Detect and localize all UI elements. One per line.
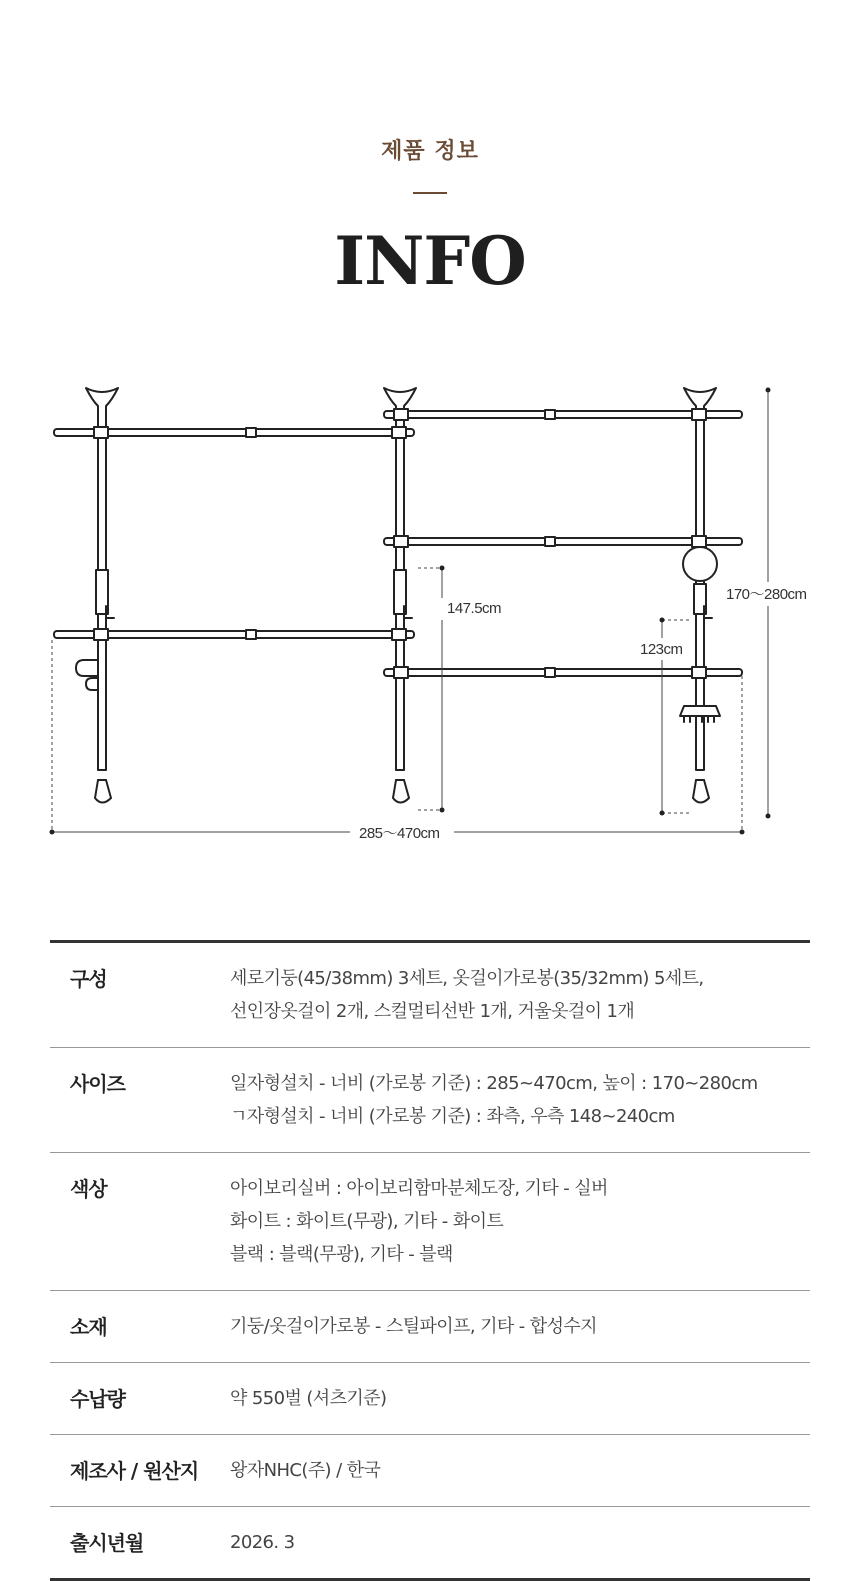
spec-label: 소재: [50, 1291, 230, 1363]
page-title: INFO: [334, 222, 526, 300]
bar-left-bottom: [54, 629, 414, 640]
bar-right-middle: [384, 536, 742, 547]
product-dimension-diagram: [0, 370, 860, 850]
title-divider: [413, 192, 447, 194]
spec-value: 아이보리실버 : 아이보리함마분체도장, 기타 - 실버 화이트 : 화이트(무광), 기타 - 화이트 블랙 : 블랙(무광), 기타 - 블랙: [230, 1153, 810, 1291]
dimension-label-123: 123cm: [640, 641, 683, 658]
spec-label: 사이즈: [50, 1048, 230, 1153]
spec-value: 왕자NHC(주) / 한국: [230, 1435, 810, 1507]
spec-value: 2026. 3: [230, 1532, 295, 1553]
spec-row-release-date: [50, 1507, 810, 1580]
dimension-label-147: 147.5cm: [447, 600, 502, 617]
bar-left-top: [54, 427, 414, 438]
spec-row-manufacturer: [50, 1435, 810, 1507]
spec-value: 일자형설치 - 너비 (가로봉 기준) : 285~470cm, 높이 : 170~280cm ㄱ자형설치 - 너비 (가로봉 기준) : 좌측, 우측 148~240cm: [230, 1048, 810, 1153]
section-subtitle: 제품 정보: [381, 139, 479, 164]
spec-label: 제조사 / 원산지: [50, 1435, 230, 1507]
spec-label: 수납량: [50, 1363, 230, 1435]
spec-row-material: [50, 1291, 810, 1363]
cactus-hanger: [76, 660, 98, 690]
bar-right-top: [384, 409, 742, 420]
spec-table: [50, 940, 810, 1581]
spec-label: 색상: [50, 1153, 230, 1291]
spec-row-size: [50, 1048, 810, 1153]
spec-value: 세로기둥(45/38mm) 3세트, 옷걸이가로봉(35/32mm) 5세트, 선인장옷걸이 2개, 스컬멀티선반 1개, 거울옷걸이 1개: [230, 942, 810, 1048]
bar-right-bottom: [384, 667, 742, 678]
dimension-label-width: 285～470cm: [359, 825, 440, 842]
spec-row-capacity: [50, 1363, 810, 1435]
spec-value: 약 550벌 (셔츠기준): [230, 1363, 810, 1435]
dimension-label-total-height: 170～280cm: [726, 586, 807, 603]
spec-label: 출시년월: [70, 1531, 144, 1555]
pole-right: [683, 388, 717, 803]
pole-middle: [384, 388, 416, 803]
spec-value: 기둥/옷걸이가로봉 - 스틸파이프, 기타 - 합성수지: [230, 1291, 810, 1363]
spec-row-composition: [50, 942, 810, 1048]
spec-row-color: [50, 1153, 810, 1291]
pole-left: [86, 388, 118, 803]
spec-label: 구성: [50, 942, 230, 1048]
multi-shelf: [680, 706, 720, 722]
